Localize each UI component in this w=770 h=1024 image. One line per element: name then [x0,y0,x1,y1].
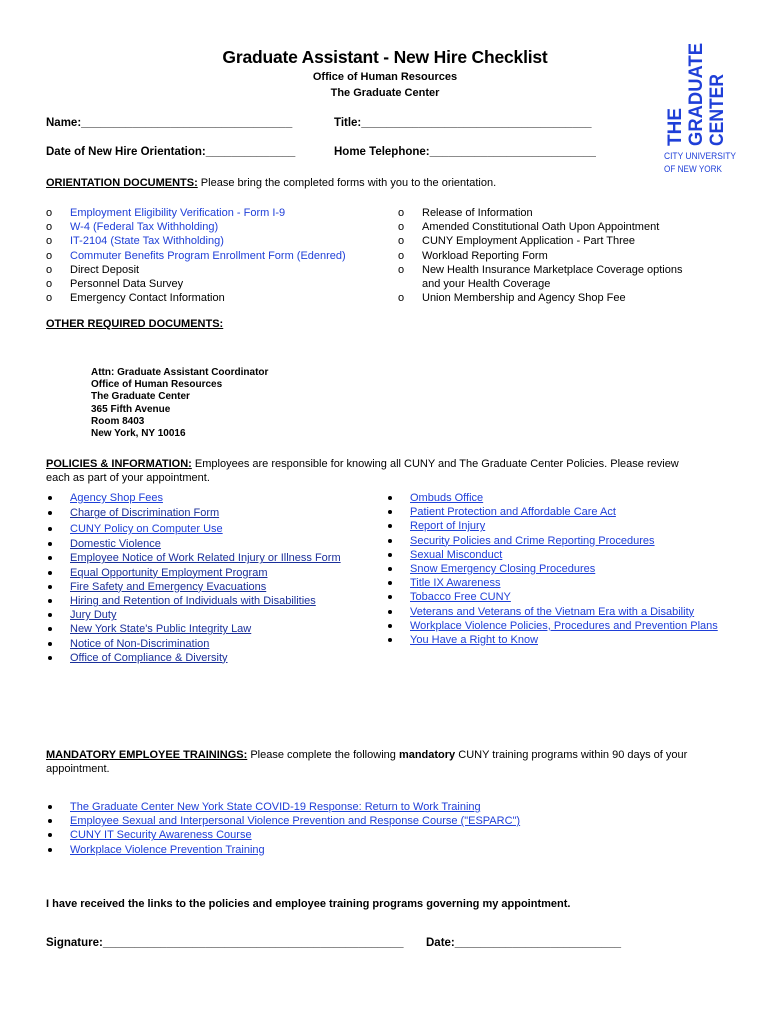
training-item [46,828,520,842]
orientation-text: Please bring the completed forms with you to the orientation. [197,177,497,189]
training-item [46,843,520,857]
policy-item [46,594,341,608]
bullet-dot [48,627,52,631]
page-title: Graduate Assistant - New Hire Checklist [222,47,548,67]
item-text: Workload Reporting Form [422,249,548,262]
training-item [46,800,520,814]
address-line: Office of Human Resources [91,379,223,391]
policy-item [46,551,341,565]
policy-link-jury-duty[interactable]: Jury Duty [70,609,117,622]
bullet-dot [48,833,52,837]
list-item [46,277,346,291]
item-text: New Health Insurance Marketplace Coverage options [422,263,683,276]
trainings-text-line2: appointment. [46,763,110,775]
bullet-dot [388,610,392,614]
policy-item [386,590,718,604]
policy-link-sexual-misconduct[interactable]: Sexual Misconduct [410,548,503,561]
policies-text: Employees are responsible for knowing all CUNY and The Graduate Center Policies. Please review [191,458,679,470]
policy-item [46,505,341,521]
name-field[interactable]: Name:_________________________________ [46,117,293,129]
policy-item [386,605,718,619]
policy-link-security-policies[interactable]: Security Policies and Crime Reporting Procedures [410,534,655,547]
policy-link-charge-discrimination[interactable]: Charge of Discrimination Form [70,507,220,520]
trainings-text-b: CUNY training programs within 90 days of your [455,749,688,761]
policy-link-non-discrimination[interactable]: Notice of Non-Discrimination [70,637,210,650]
bullet-o: o [46,292,53,305]
policy-link-snow-emergency[interactable]: Snow Emergency Closing Procedures [410,562,596,575]
training-link-workplace-violence[interactable]: Workplace Violence Prevention Training [70,843,265,856]
list-item [398,263,682,277]
page-subtitle-center: The Graduate Center [330,87,440,99]
bullet-dot [388,624,392,628]
policy-link-aca[interactable]: Patient Protection and Affordable Care Act [410,506,616,519]
bullet-o: o [46,263,53,276]
list-item [46,206,346,220]
address-line: 365 Fifth Avenue [91,403,171,415]
policy-item [46,521,341,537]
bullet-o: o [398,221,405,234]
mailing-address [91,367,268,440]
list-item [46,263,346,277]
bullet-dot [48,556,52,560]
policy-item [46,608,341,622]
item-text: IT-2104 (State Tax Withholding) [70,235,224,248]
bullet-o: o [46,249,53,262]
policy-link-domestic-violence[interactable]: Domestic Violence [70,538,161,551]
bullet-o: o [398,263,405,276]
list-item-continuation [398,277,682,291]
policy-item [46,622,341,636]
address-line: Room 8403 [91,415,145,427]
bullet-dot [388,567,392,571]
address-line: Attn: Graduate Assistant Coordinator [91,367,269,378]
bullet-dot [48,511,52,515]
logo-text-the: THE [665,108,686,146]
bullet-o: o [46,235,53,248]
item-text: Release of Information [422,207,533,219]
training-item [46,814,520,828]
date-field[interactable]: Date:__________________________ [426,937,622,949]
policy-link-ombuds[interactable]: Ombuds Office [410,492,484,504]
item-text: W-4 (Federal Tax Withholding) [70,221,219,234]
list-item [398,234,682,248]
bullet-o: o [398,292,405,305]
trainings-section [46,749,687,761]
policy-link-compliance-diversity[interactable]: Office of Compliance & Diversity [70,651,228,664]
bullet-dot [388,595,392,599]
policy-link-eeo[interactable]: Equal Opportunity Employment Program [70,566,268,579]
orientation-section [46,177,496,189]
policy-item [386,505,718,519]
bullet-dot [388,496,392,500]
logo-graphic [662,40,742,180]
training-link-it-security[interactable]: CUNY IT Security Awareness Course [70,829,252,842]
bullet-dot [48,848,52,852]
bullet-o: o [398,207,405,219]
list-item [46,220,346,234]
bullet-dot [48,805,52,809]
policy-item [46,491,341,505]
policy-item [386,491,718,505]
policy-link-right-to-know[interactable]: You Have a Right to Know [410,633,539,646]
bullet-dot [388,510,392,514]
policy-item [386,519,718,533]
policy-item [46,651,341,665]
bullet-dot [48,819,52,823]
bullet-dot [48,527,52,531]
policies-heading: POLICIES & INFORMATION: [46,458,192,470]
policy-link-veterans[interactable]: Veterans and Veterans of the Vietnam Era with a Disability [410,605,695,618]
signature-field[interactable]: Signature:_______________________________________________ [46,937,404,949]
orientation-date-field[interactable]: Date of New Hire Orientation:______________ [46,146,296,158]
policy-link-computer-use[interactable]: CUNY Policy on Computer Use [70,523,223,536]
policy-link-disabilities[interactable]: Hiring and Retention of Individuals with Disabilities [70,594,316,607]
address-line: New York, NY 10016 [91,428,186,440]
policy-link-fire-safety[interactable]: Fire Safety and Emergency Evacuations [70,580,267,593]
list-item [46,234,346,248]
list-item [398,220,682,234]
policy-item [386,633,718,647]
bullet-dot [48,613,52,617]
bullet-dot [48,571,52,575]
bullet-o: o [46,221,53,234]
graduate-center-logo [662,40,742,180]
bullet-o: o [398,235,405,248]
item-text: and your Health Coverage [422,277,551,290]
bullet-dot [388,539,392,543]
bullet-dot [48,642,52,646]
bullet-dot [48,542,52,546]
policy-item [386,562,718,576]
item-text: Commuter Benefits Program Enrollment Form (Edenred) [70,249,346,262]
orientation-heading: ORIENTATION DOCUMENTS: [46,177,198,189]
item-text: CUNY Employment Application - Part Three [422,235,635,248]
policy-item [386,619,718,633]
training-link-covid[interactable]: The Graduate Center New York State COVID-19 Response: Return to Work Training [70,801,481,813]
item-text: Direct Deposit [70,263,140,276]
bullet-dot [388,581,392,585]
logo-text-graduate: GRADUATE [686,40,707,146]
policy-item [46,637,341,651]
item-text: Emergency Contact Information [70,292,225,305]
policy-link-agency-shop-fees[interactable]: Agency Shop Fees [70,492,163,504]
policy-item [46,580,341,594]
list-item [398,291,682,305]
policy-link-work-injury[interactable]: Employee Notice of Work Related Injury or Illness Form [70,552,341,565]
item-text: Union Membership and Agency Shop Fee [422,292,626,305]
page-subtitle-office: Office of Human Resources [312,71,458,83]
policies-right-list [386,491,718,647]
policy-link-workplace-violence[interactable]: Workplace Violence Policies, Procedures and Prevention Plans [410,619,718,632]
bullet-dot [48,599,52,603]
trainings-text-mandatory: mandatory [398,749,456,761]
policy-link-tobacco-free[interactable]: Tobacco Free CUNY [410,591,511,604]
item-text: Employment Eligibility Verification - Form I-9 [70,207,286,219]
bullet-o: o [398,249,405,262]
item-text: Amended Constitutional Oath Upon Appointment [422,221,660,234]
policies-text-line2: each as part of your appointment. [46,472,210,484]
other-documents-heading: OTHER REQUIRED DOCUMENTS: [46,318,224,330]
policy-item [46,537,341,551]
bullet-dot [48,656,52,660]
policy-link-public-integrity[interactable]: New York State's Public Integrity Law [70,623,252,636]
policy-item [386,576,718,590]
logo-text-center: CENTER [707,67,728,146]
policy-link-title-ix[interactable]: Title IX Awareness [410,577,501,590]
bullet-dot [388,638,392,642]
trainings-text-a: Please complete the following [247,749,399,761]
policies-section [46,458,679,470]
policies-left-list [46,491,341,665]
bullet-dot [388,553,392,557]
list-item [398,206,682,220]
policy-item [386,548,718,562]
bullet-dot [48,585,52,589]
home-telephone-field[interactable]: Home Telephone:__________________________ [334,146,596,158]
bullet-o: o [46,277,53,290]
address-line: The Graduate Center [91,391,190,403]
bullet-dot [48,496,52,500]
trainings-heading: MANDATORY EMPLOYEE TRAININGS: [46,749,248,761]
logo-text-cuny: CITY UNIVERSITY [664,151,737,162]
bullet-dot [388,524,392,528]
acknowledgement-statement: I have received the links to the policies and employee training programs governing my appointment. [46,898,571,910]
list-item [398,249,682,263]
policy-link-report-injury[interactable]: Report of Injury [410,520,486,533]
item-text: Personnel Data Survey [70,277,184,290]
trainings-list [46,800,520,857]
bullet-o: o [46,207,53,219]
list-item [46,249,346,263]
orientation-right-list [398,206,682,305]
orientation-left-list [46,206,346,305]
title-field[interactable]: Title:____________________________________ [334,117,592,129]
logo-text-ny: OF NEW YORK [664,164,723,175]
policy-item [46,566,341,580]
list-item [46,291,346,305]
policy-item [386,534,718,548]
training-link-esparc[interactable]: Employee Sexual and Interpersonal Violence Prevention and Response Course ("ESPARC") [70,815,521,828]
